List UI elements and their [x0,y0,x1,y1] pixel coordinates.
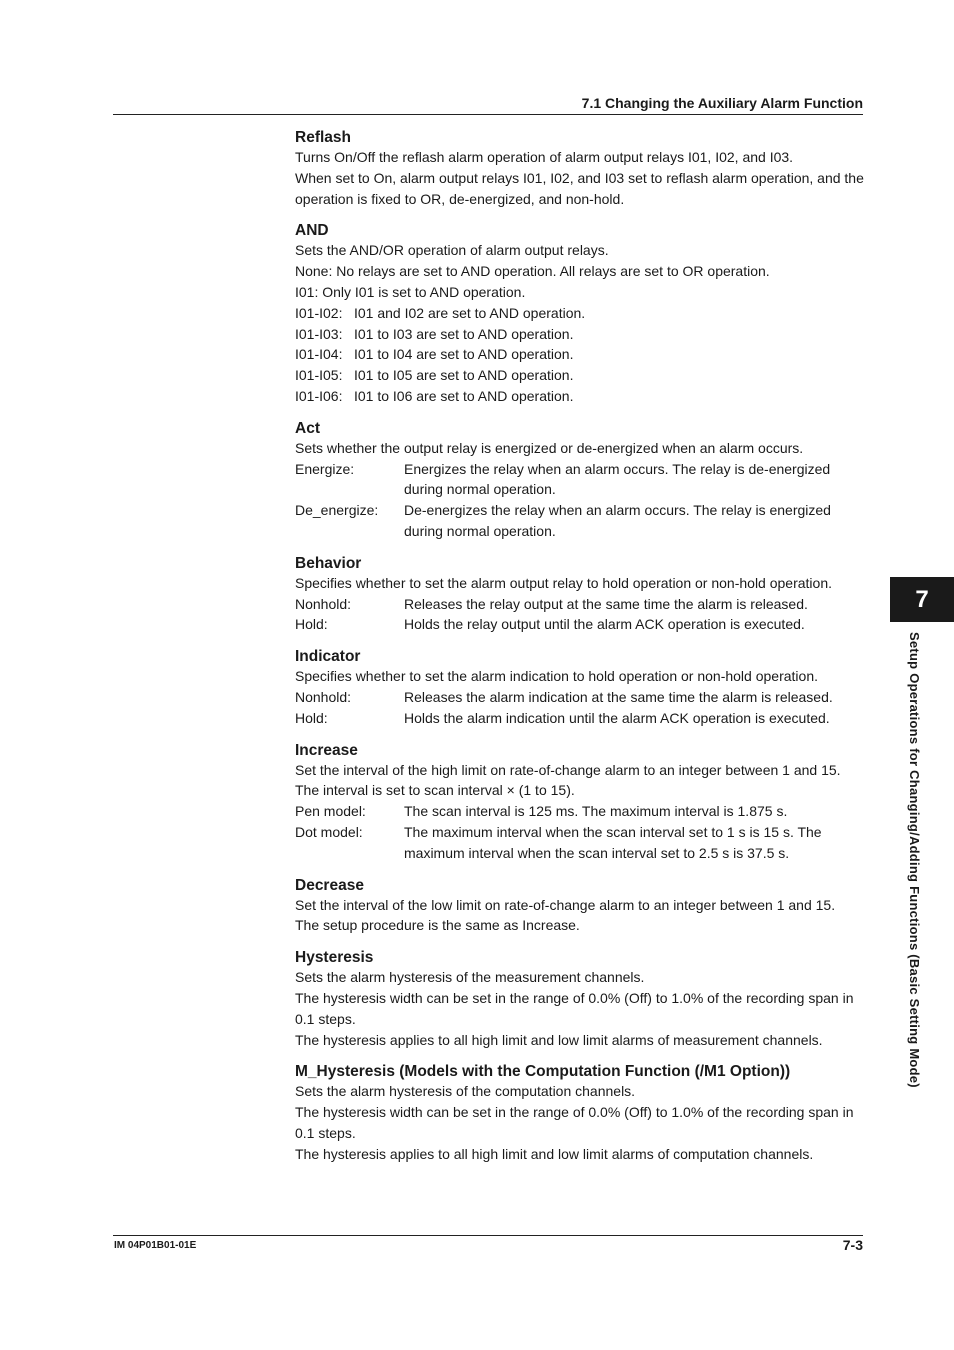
header-divider [113,114,863,115]
paragraph: The setup procedure is the same as Increase. [295,917,580,934]
paragraph: The interval is set to scan interval × (1 to 15). [295,782,575,799]
definition-row [295,365,865,386]
definition-term: I01-I06: [295,387,343,404]
paragraph: Specifies whether to set the alarm output relay to hold operation or non-hold operation. [295,574,832,591]
definition-term: I01-I03: [295,325,343,342]
definition-desc: Releases the alarm indication at the same time the alarm is released. [404,688,833,705]
definition-row [295,801,865,822]
paragraph: I01: Only I01 is set to AND operation. [295,283,526,300]
definition-desc: Holds the alarm indication until the alarm ACK operation is executed. [404,709,830,726]
page-number: 7-3 [842,1237,863,1253]
footer-divider [113,1235,863,1236]
paragraph: Specifies whether to set the alarm indication to hold operation or non-hold operation. [295,668,818,685]
definition-term: I01-I04: [295,346,343,363]
definition-term: Nonhold: [295,595,352,612]
section-heading: Act [295,419,320,437]
definition-desc: I01 to I04 are set to AND operation. [354,346,574,363]
section-m-hysteresis [295,1062,865,1164]
section-act [295,419,865,542]
paragraph: Sets the alarm hysteresis of the computation channels. [295,1083,636,1100]
definition-term: Dot model: [295,823,363,840]
definition-desc: The scan interval is 125 ms. The maximum interval is 1.875 s. [404,803,788,820]
paragraph: None: No relays are set to AND operation. All relays are set to OR operation. [295,263,770,280]
paragraph: Set the interval of the low limit on rate-of-change alarm to an integer between 1 and 15. [295,896,836,913]
definition-row [295,324,865,345]
section-indicator [295,647,865,728]
paragraph: Set the interval of the high limit on rate-of-change alarm to an integer between 1 and 15. [295,761,841,778]
section-hysteresis [295,948,865,1050]
definition-row [295,459,865,501]
paragraph: The hysteresis applies to all high limit and low limit alarms of measurement channels. [295,1031,823,1048]
section-and [295,221,865,406]
main-content [295,128,865,1176]
paragraph: Turns On/Off the reflash alarm operation of alarm output relays I01, I02, and I03. [295,149,794,165]
definition-row [295,594,865,615]
section-heading: Increase [295,741,358,759]
paragraph: When set to On, alarm output relays I01, I02, and I03 set to reflash alarm operation, and the operation is fixed to OR, de-energized, and non-hold. [295,169,864,207]
section-heading: Decrease [295,876,364,894]
section-heading: AND [295,222,329,240]
section-increase [295,741,865,864]
definition-term: Energize: [295,460,355,477]
definition-desc: I01 to I03 are set to AND operation. [354,325,574,342]
definition-row [295,386,865,407]
paragraph: The hysteresis width can be set in the range of 0.0% (Off) to 1.0% of the recording span in 0.1 steps. [295,1104,854,1141]
section-behavior [295,554,865,635]
section-heading: Behavior [295,554,362,572]
section-heading: Reflash [295,129,351,146]
definition-desc: Energizes the relay when an alarm occurs. The relay is de-energized during normal operation. [404,460,831,498]
section-heading: Indicator [295,648,361,666]
paragraph: The hysteresis applies to all high limit and low limit alarms of computation channels. [295,1145,814,1162]
definition-term: Hold: [295,709,328,726]
definition-desc: De-energizes the relay when an alarm occurs. The relay is energized during normal operation. [404,502,831,539]
document-id: IM 04P01B01-01E [114,1240,197,1251]
definition-desc: I01 to I06 are set to AND operation. [354,387,574,404]
definition-desc: I01 to I05 are set to AND operation. [354,367,574,384]
definition-term: Nonhold: [295,688,352,705]
paragraph: Sets the AND/OR operation of alarm output relays. [295,242,609,259]
definition-row [295,708,865,729]
section-heading: M_Hysteresis (Models with the Computation Function (/M1 Option)) [295,1063,791,1081]
definition-row [295,500,865,542]
definition-term: I01-I02: [295,304,343,321]
definition-term: Hold: [295,616,328,633]
definition-row [295,687,865,708]
chapter-side-title: Setup Operations for Changing/Adding Functions (Basic Setting Mode) [907,632,922,1088]
section-reflash [295,128,865,209]
chapter-number-tab: 7 [890,577,954,622]
definition-row [295,303,865,324]
section-heading: Hysteresis [295,949,374,967]
definition-desc: Releases the relay output at the same time the alarm is released. [404,595,808,612]
paragraph: Sets whether the output relay is energized or de-energized when an alarm occurs. [295,439,804,456]
paragraph: Sets the alarm hysteresis of the measurement channels. [295,969,645,986]
definition-row [295,822,865,864]
definition-desc: The maximum interval when the scan interval set to 1 s is 15 s. The maximum interval when the scan interval set to 2.5 s is 37.5 s. [404,823,822,861]
definition-desc: Holds the relay output until the alarm ACK operation is executed. [404,616,805,633]
definition-row [295,614,865,635]
running-header-title: 7.1 Changing the Auxiliary Alarm Function [581,95,863,111]
definition-term: De_energize: [295,502,379,519]
section-decrease [295,876,865,937]
definition-desc: I01 and I02 are set to AND operation. [354,304,586,321]
definition-term: Pen model: [295,803,366,820]
definition-term: I01-I05: [295,367,343,384]
paragraph: The hysteresis width can be set in the range of 0.0% (Off) to 1.0% of the recording span in 0.1 steps. [295,989,854,1027]
definition-row [295,344,865,365]
